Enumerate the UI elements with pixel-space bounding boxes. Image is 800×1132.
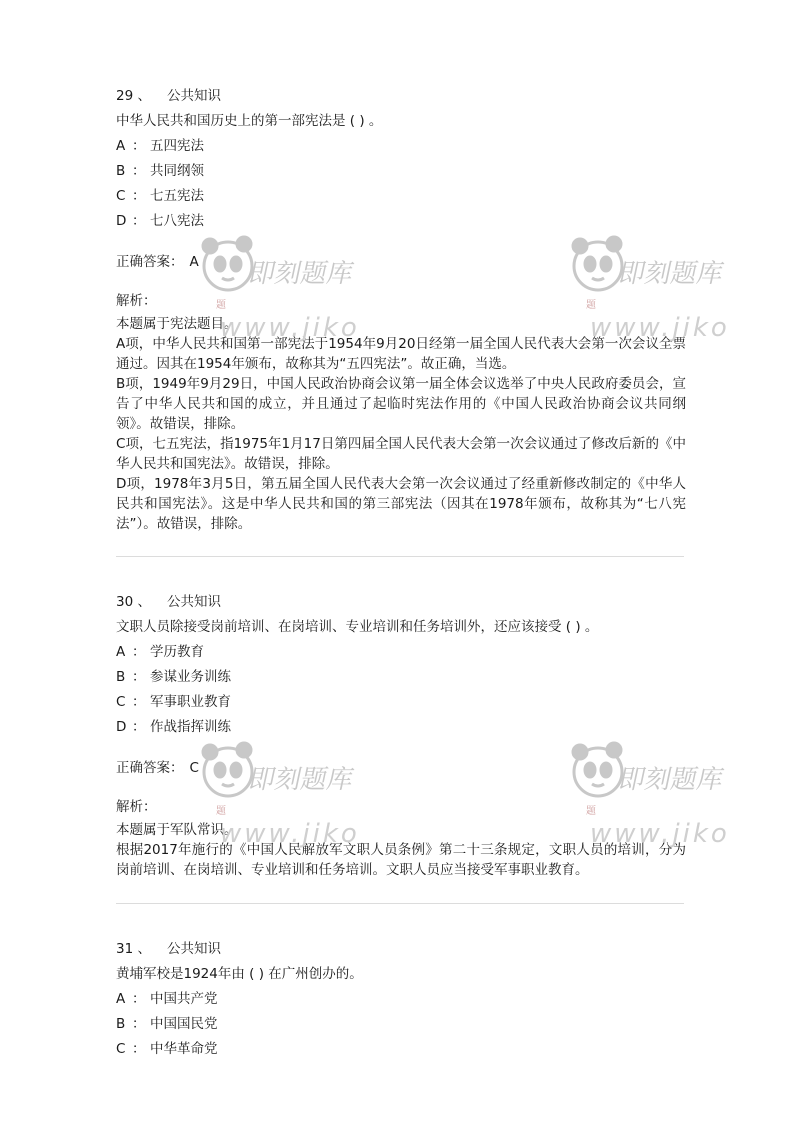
analysis-paragraph: 本题属于宪法题目。 [116,316,238,332]
watermark-url: www.jiko [220,313,360,342]
question-stem: 文职人员除接受岗前培训、在岗培训、专业培训和任务培训外，还应该接受 ( ) 。 [116,619,599,635]
option-b [116,665,686,690]
question-number: 30 、 [116,594,151,610]
analysis-paragraph: C项，七五宪法，指1975年1月17日第四届全国人民代表大会第一次会议通过了修改后新的《中华人民共和国宪法》。故错误，排除。 [116,436,686,472]
option-text: 中华革命党 [150,1041,218,1057]
correct-answer [116,756,686,781]
option-separator: ： [132,669,146,685]
answer-label: 正确答案： [116,254,184,270]
option-text: 学历教育 [150,644,204,660]
option-separator: ： [132,213,146,229]
option-separator: ： [132,719,146,735]
watermark-seal: 题 [586,806,596,817]
option-separator: ： [132,991,146,1007]
watermark-brand: 即刻题库 [245,259,357,289]
option-text: 军事职业教育 [150,694,231,710]
question-number: 29 、 [116,88,151,104]
option-c [116,690,686,715]
analysis-paragraph: 本题属于军队常识。 [116,822,238,838]
option-separator: ： [132,644,146,660]
option-letter: D [116,719,127,735]
option-text: 七八宪法 [150,213,204,229]
option-letter: B [116,669,126,685]
question-category: 公共知识 [166,88,221,104]
option-d [116,209,686,234]
question-30 [116,590,686,880]
option-a [116,640,686,665]
analysis-paragraph: B项，1949年9月29日，中国人民政治协商会议第一届全体会议选举了中央人民政府委员会，宣告了中华人民共和国的成立，并且通过了起临时宪法作用的《中国人民政治协商会议共同纲领》。故错误，排除。 [116,376,686,432]
analysis-paragraph: 根据2017年施行的《中国人民解放军文职人员条例》第二十三条规定，文职人员的培训，分为岗前培训、在岗培训、专业培训和任务培训。文职人员应当接受军事职业教育。 [116,842,686,878]
option-letter: C [116,694,126,710]
watermark-seal: 题 [216,300,226,311]
option-separator: ： [132,1016,146,1032]
option-c [116,1037,686,1062]
question-category: 公共知识 [166,941,221,957]
option-letter: A [116,991,126,1007]
analysis-label: 解析： [116,799,157,815]
option-letter: D [116,213,127,229]
option-b [116,1012,686,1037]
question-stem: 黄埔军校是1924年由 ( ) 在广州创办的。 [116,966,363,982]
option-text: 中国共产党 [150,991,218,1007]
option-a [116,134,686,159]
watermark-brand: 即刻题库 [615,765,727,795]
option-d [116,715,686,740]
correct-answer [116,250,686,275]
answer-value: A [189,254,199,270]
question-number: 31 、 [116,941,151,957]
question-header [116,590,686,615]
watermark-seal: 题 [216,806,226,817]
watermark-brand: 即刻题库 [245,765,357,795]
analysis-label: 解析： [116,293,157,309]
option-text: 作战指挥训练 [150,719,231,735]
option-separator: ： [132,1041,146,1057]
option-letter: A [116,644,126,660]
answer-label: 正确答案： [116,760,184,776]
option-separator: ： [132,138,146,154]
option-text: 七五宪法 [150,188,204,204]
option-c [116,184,686,209]
question-divider [116,556,684,557]
analysis-paragraph: D项，1978年3月5日，第五届全国人民代表大会第一次会议通过了经重新修改制定的《中华人民共和国宪法》。这是中华人民共和国的第三部宪法（因其在1978年颁布，故称其为“七八宪法”）。故错误，排除。 [116,476,686,532]
option-letter: C [116,1041,126,1057]
option-a [116,987,686,1012]
option-letter: A [116,138,126,154]
analysis-paragraph: A项，中华人民共和国第一部宪法于1954年9月20日经第一届全国人民代表大会第一次会议全票通过。因其在1954年颁布，故称其为“五四宪法”。故正确，当选。 [116,336,686,372]
option-letter: B [116,163,126,179]
option-b [116,159,686,184]
option-letter: C [116,188,126,204]
option-text: 五四宪法 [150,138,204,154]
watermark-brand: 即刻题库 [615,259,727,289]
watermark-url: www.jiko [590,313,730,342]
question-29 [116,84,686,534]
question-header [116,84,686,109]
option-text: 中国国民党 [150,1016,218,1032]
answer-value: C [189,760,199,776]
question-header [116,937,686,962]
watermark-url: www.jiko [220,819,360,848]
option-separator: ： [132,163,146,179]
question-category: 公共知识 [166,594,221,610]
question-31 [116,937,686,1062]
option-text: 参谋业务训练 [150,669,231,685]
watermark-seal: 题 [586,300,596,311]
option-separator: ： [132,694,146,710]
watermark-url: www.jiko [590,819,730,848]
question-divider [116,903,684,904]
question-stem: 中华人民共和国历史上的第一部宪法是 ( ) 。 [116,113,383,129]
option-separator: ： [132,188,146,204]
option-letter: B [116,1016,126,1032]
option-text: 共同纲领 [150,163,204,179]
